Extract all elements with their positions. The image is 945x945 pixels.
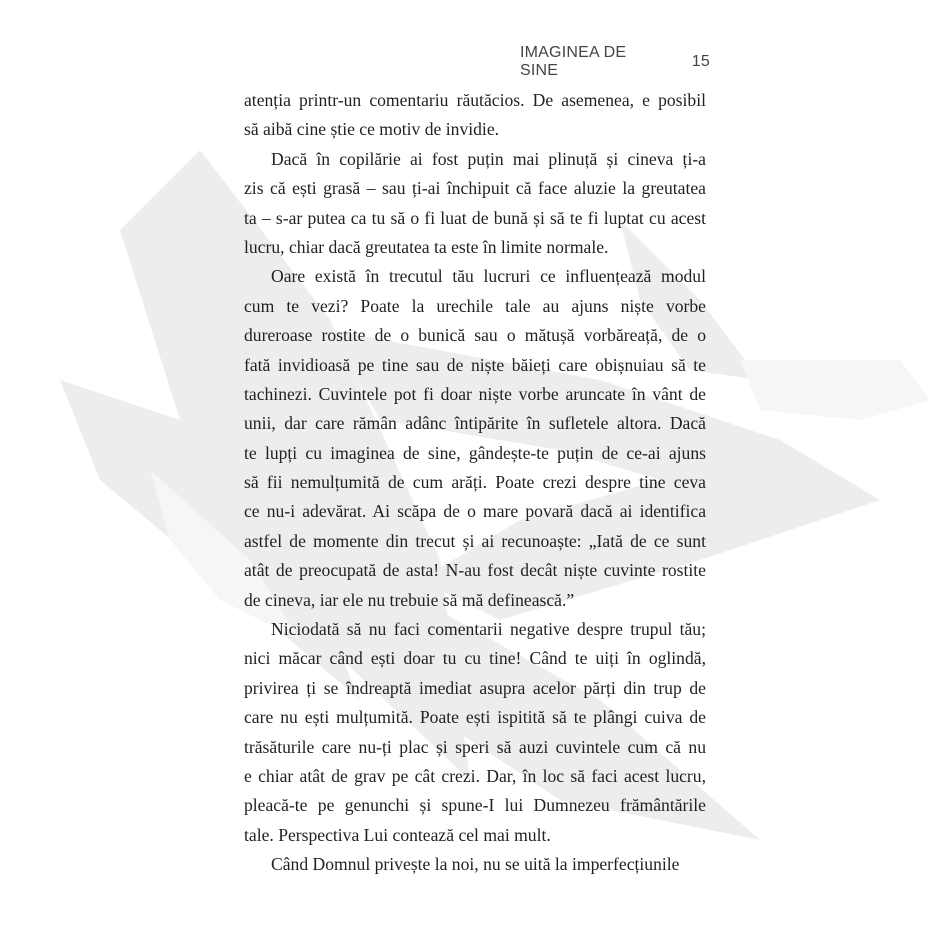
text-line: pleacă-te pe genunchi și spune-I lui Dumnezeu frământările — [244, 795, 706, 816]
text-line: Oare există în trecutul tău lucruri ce influențează modul — [271, 266, 706, 287]
text-line: Dacă în copilărie ai fost puțin mai plinuță și cineva ți-a — [271, 148, 706, 169]
text-line: Niciodată să nu faci comentarii negative despre trupul tău; — [271, 619, 706, 640]
paragraph — [244, 145, 706, 263]
running-header — [520, 44, 710, 79]
paragraph — [244, 86, 706, 145]
text-line: lucru, chiar dacă greutatea ta este în limite normale. — [244, 236, 609, 257]
text-line: atât de preocupată de asta! N-au fost decât niște cuvinte rostite — [244, 560, 706, 581]
text-line: ce nu-i adevărat. Ai scăpa de o mare povară dacă ai identifica — [244, 501, 706, 522]
text-line: Când Domnul privește la noi, nu se uită la imperfecțiunile — [271, 854, 680, 875]
text-line: trăsăturile care nu-ți plac și speri să auzi cuvintele cum că nu — [244, 736, 706, 757]
text-line: fată invidioasă pe tine sau de niște băieți care obișnuiau să te — [244, 354, 706, 375]
text-line: privirea ți se îndreaptă imediat asupra acelor părți din trup de — [244, 677, 706, 698]
text-line: cum te vezi? Poate la urechile tale au ajuns niște vorbe — [244, 295, 706, 316]
text-line: atenția printr-un comentariu răutăcios. De asemenea, e posibil — [244, 90, 706, 110]
paragraph — [244, 262, 706, 615]
text-line: de cineva, iar ele nu trebuie să mă definească.” — [244, 589, 575, 610]
text-line: să fii nemulțumită de cum arăți. Poate crezi despre tine ceva — [244, 472, 706, 493]
text-line: unii, dar care rămân adânc întipărite în sufletele altora. Dacă — [244, 413, 706, 434]
paragraph — [244, 850, 706, 879]
text-line: tachinezi. Cuvintele pot fi doar niște vorbe aruncate în vânt de — [244, 383, 706, 404]
body-text — [244, 86, 706, 880]
text-line: să aibă cine știe ce motiv de invidie. — [244, 119, 500, 140]
text-line: dureroase rostite de o bunică sau o mătușă vorbăreață, de o — [244, 325, 706, 346]
text-line: e chiar atât de grav pe cât crezi. Dar, în loc să faci acest lucru, — [244, 765, 706, 786]
paragraph — [244, 615, 706, 850]
text-line: astfel de momente din trecut și ai recunoaște: „Iată de ce sunt — [244, 530, 706, 551]
text-line: ta – s-ar putea ca tu să o fi luat de bună și să te fi luptat cu acest — [244, 207, 706, 228]
running-header-title: IMAGINEA DE SINE — [520, 44, 627, 79]
text-line: nici măcar când ești doar tu cu tine! Când te uiți în oglindă, — [244, 648, 706, 669]
page-number: 15 — [691, 53, 710, 70]
text-line: care nu ești mulțumită. Poate ești ispitită să te plângi cuiva de — [244, 707, 706, 728]
text-line: te lupți cu imaginea de sine, gândește-te puțin de ce-ai ajuns — [244, 442, 706, 463]
text-line: tale. Perspectiva Lui contează cel mai mult. — [244, 824, 551, 845]
text-line: zis că ești grasă – sau ți-ai închipuit că face aluzie la greutatea — [244, 178, 706, 199]
